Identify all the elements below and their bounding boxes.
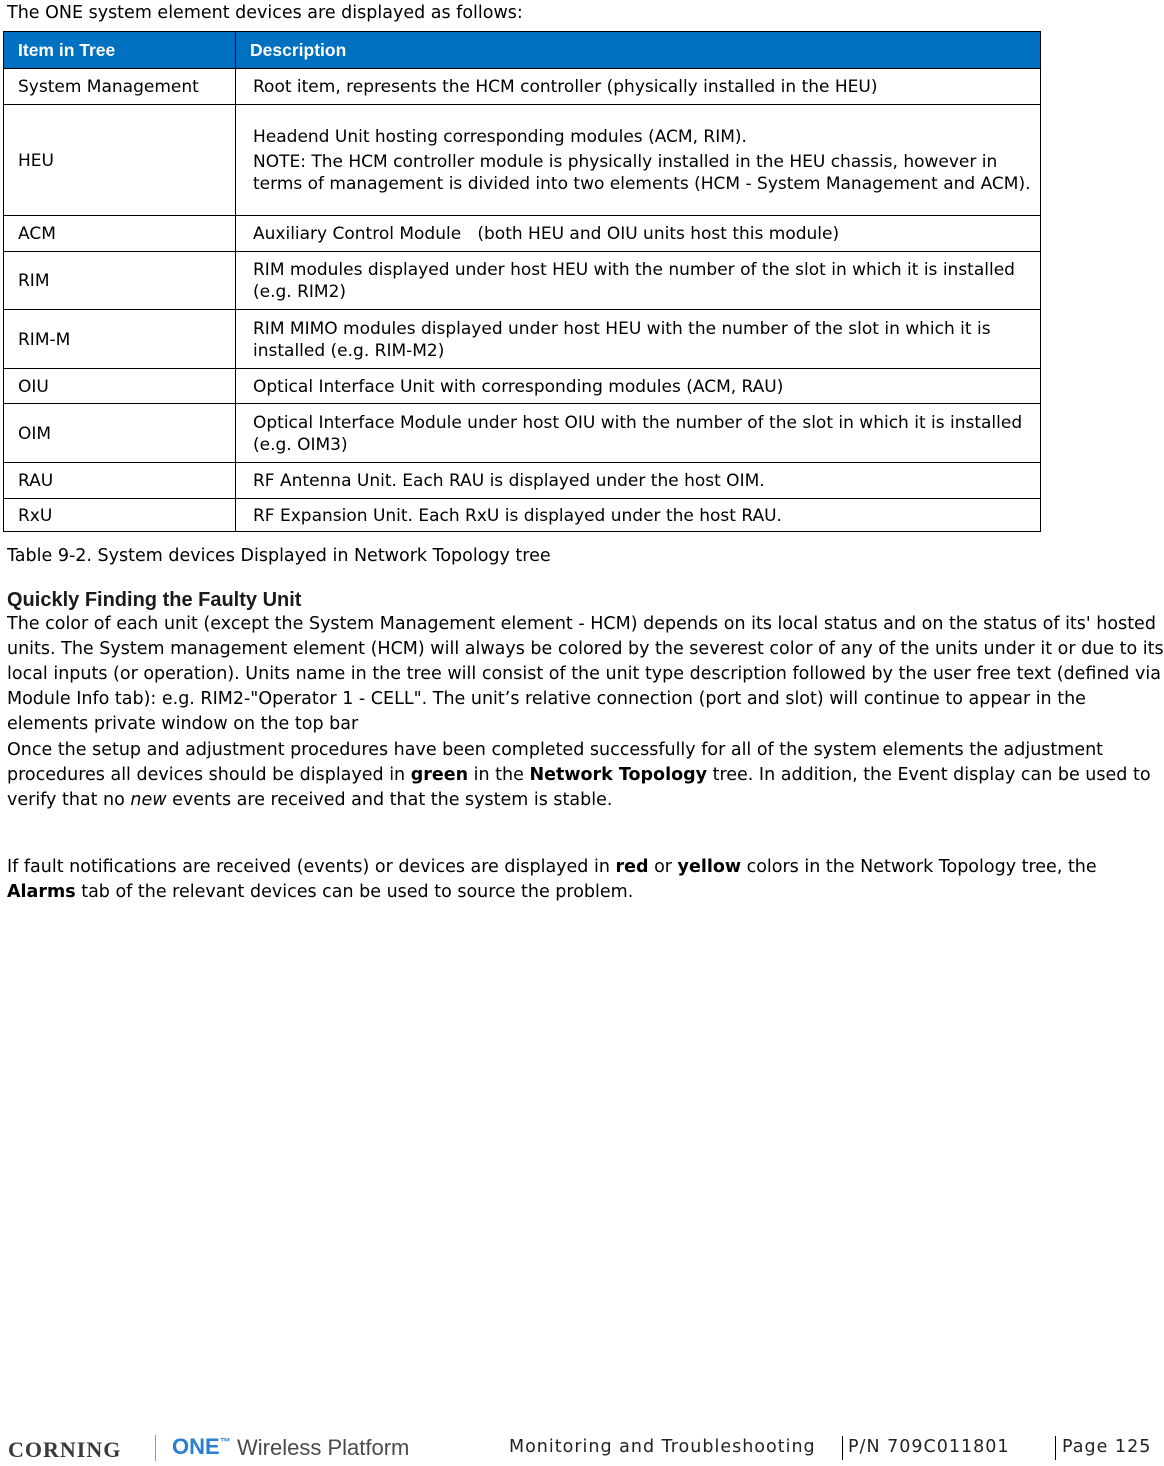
- description-cell: RF Expansion Unit. Each RxU is displayed under the host RAU.: [236, 499, 1041, 532]
- text-run: events are received and that the system is stable.: [166, 790, 613, 810]
- trademark-symbol: ™: [219, 1436, 231, 1449]
- description-cell: RIM MIMO modules displayed under host HEU with the number of the slot in which it is installed (e.g. RIM-M2): [236, 310, 1041, 369]
- footer-part-number: P/N 709C011801: [848, 1437, 1010, 1457]
- description-cell: RIM modules displayed under host HEU with the number of the slot in which it is installed (e.g. RIM2): [236, 252, 1041, 310]
- item-cell: System Management: [4, 69, 236, 105]
- text-run: tree. In addition, the Event display can be used to verify that no: [7, 765, 1151, 810]
- logo-divider: [155, 1435, 156, 1461]
- text-run: tab of the relevant devices can be used to source the problem.: [75, 882, 634, 902]
- text-run: colors in the Network Topology tree, the: [741, 857, 1097, 877]
- paragraph-fault: [7, 855, 1164, 905]
- item-cell: RxU: [4, 499, 236, 532]
- devices-table: [3, 31, 1041, 532]
- item-cell: RIM-M: [4, 310, 236, 369]
- description-text: Headend Unit hosting corresponding modules (ACM, RIM).: [253, 127, 747, 147]
- wireless-platform-logo: Wireless Platform: [237, 1435, 410, 1460]
- item-cell: HEU: [4, 105, 236, 216]
- item-cell: RIM: [4, 252, 236, 310]
- emphasis-red: red: [615, 857, 649, 877]
- table-row: [4, 369, 1041, 404]
- item-cell: RAU: [4, 463, 236, 499]
- one-logo-text: ONE: [172, 1434, 220, 1459]
- table-row: [4, 216, 1041, 252]
- description-cell: [236, 105, 1041, 216]
- paragraph-adjustment: [7, 738, 1164, 813]
- text-run: Once the setup and adjustment procedures have been completed successfully for all of the system elements the adjustment procedures all devices should be displayed in: [7, 740, 1104, 785]
- description-cell: Root item, represents the HCM controller (physically installed in the HEU): [236, 69, 1041, 105]
- item-cell: OIU: [4, 369, 236, 404]
- section-heading: Quickly Finding the Faulty Unit: [7, 589, 302, 611]
- emphasis-network-topology: Network Topology: [529, 765, 708, 785]
- paragraph-unit-color: The color of each unit (except the System Management element - HCM) depends on its local status and on the status of its' hosted units. The System management element (HCM) will always be colored by the severest color of any of the units under it or due to its local inputs (or operation). Units name in the tree will consist of the unit type description followed by the user free text (defined via Module Info tab): e.g. RIM2-"Operator 1 - CELL". The unit’s relative connection (port and slot) will continue to appear in the elements private window on the top bar: [7, 614, 1164, 734]
- table-row: [4, 252, 1041, 310]
- footer-divider: [1055, 1436, 1056, 1460]
- header-description: Description: [236, 32, 1041, 69]
- emphasis-new: new: [130, 790, 167, 810]
- page-footer: [0, 1425, 1164, 1466]
- table-row: [4, 69, 1041, 105]
- table-row: [4, 499, 1041, 532]
- emphasis-green: green: [410, 765, 469, 785]
- table-row: [4, 310, 1041, 369]
- text-run: or: [648, 857, 678, 877]
- item-cell: ACM: [4, 216, 236, 252]
- description-cell: RF Antenna Unit. Each RAU is displayed under the host OIM.: [236, 463, 1041, 499]
- header-item-in-tree: Item in Tree: [4, 32, 236, 69]
- description-cell: Auxiliary Control Module (both HEU and OIU units host this module): [236, 216, 1041, 252]
- table-header-row: [4, 32, 1041, 69]
- one-logo: [172, 1434, 231, 1460]
- intro-text: The ONE system element devices are displayed as follows:: [7, 3, 523, 23]
- item-cell: OIM: [4, 404, 236, 463]
- footer-section-title: Monitoring and Troubleshooting: [509, 1437, 816, 1457]
- description-note: NOTE: The HCM controller module is physically installed in the HEU chassis, however in terms of management is divided into two elements (HCM - System Management and ACM).: [253, 152, 1031, 194]
- table-caption: Table 9-2. System devices Displayed in Network Topology tree: [7, 546, 551, 566]
- emphasis-alarms: Alarms: [7, 882, 76, 902]
- table-row: [4, 105, 1041, 216]
- footer-divider: [842, 1436, 843, 1460]
- emphasis-yellow: yellow: [677, 857, 742, 877]
- corning-logo: CORNING: [8, 1437, 122, 1462]
- table-row: [4, 404, 1041, 463]
- text-run: in the: [468, 765, 530, 785]
- table-row: [4, 463, 1041, 499]
- description-cell: Optical Interface Unit with corresponding modules (ACM, RAU): [236, 369, 1041, 404]
- footer-page-number: Page 125: [1062, 1437, 1152, 1457]
- text-run: If fault notifications are received (events) or devices are displayed in: [7, 857, 616, 877]
- description-cell: Optical Interface Module under host OIU with the number of the slot in which it is installed (e.g. OIM3): [236, 404, 1041, 463]
